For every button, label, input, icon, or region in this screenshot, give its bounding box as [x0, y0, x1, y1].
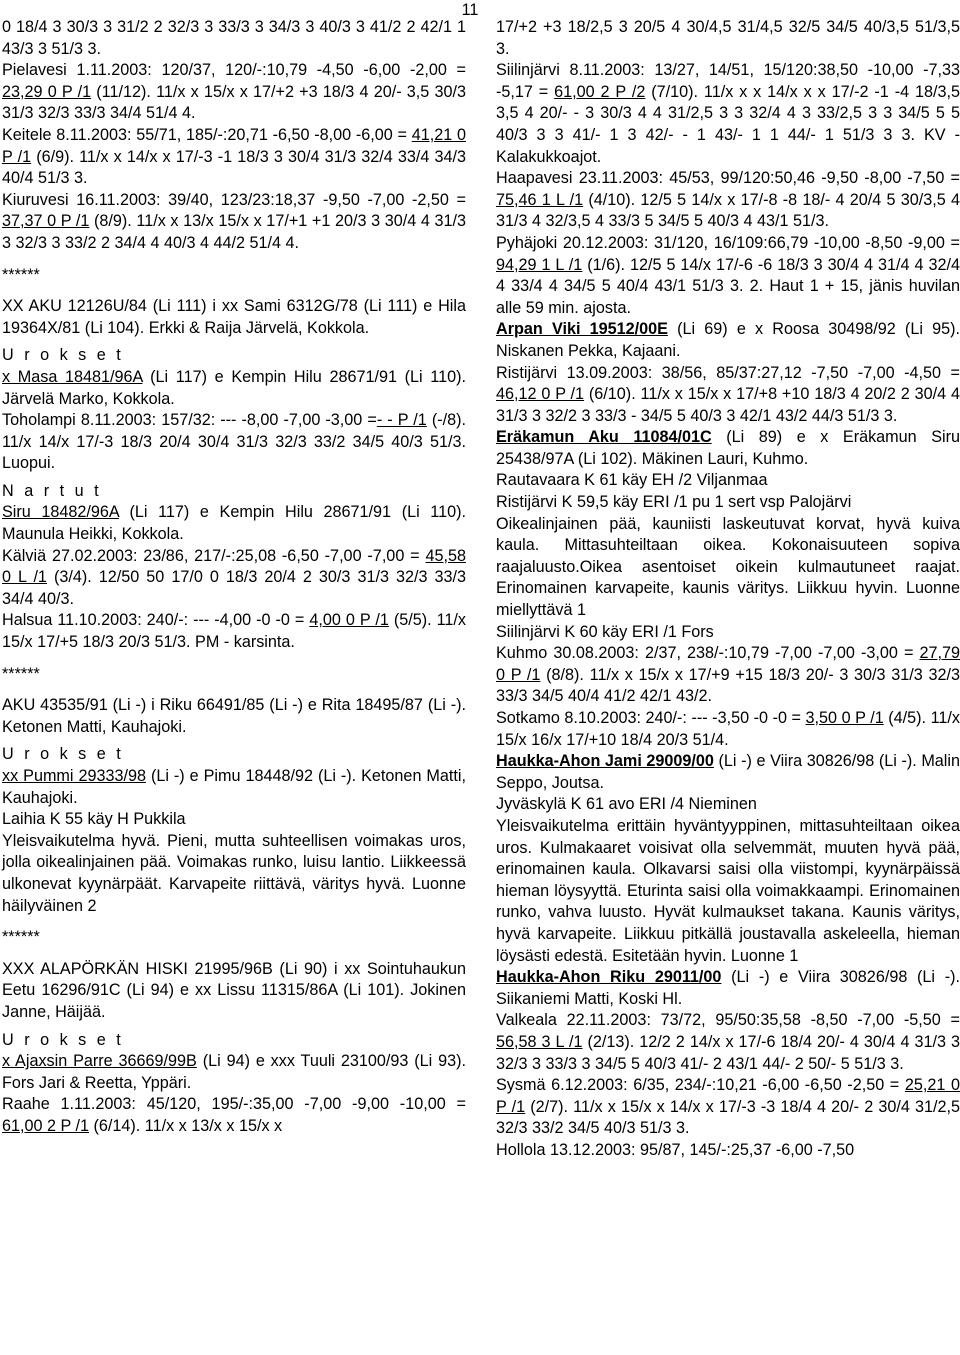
- section-separator: ******: [2, 664, 40, 683]
- litter-heading: XX AKU 12126U/84 (Li 111) i xx Sami 6312G/78 (Li 111) e Hila 19364X/81 (Li 104). Erkki & Raija Järvelä, Kokkola.: [2, 297, 466, 337]
- litter-heading: AKU 43535/91 (Li -) i Riku 66491/85 (Li -) e Rita 18495/87 (Li -). Ketonen Matti, Kauhajoki.: [2, 696, 466, 736]
- result-raahe: Raahe 1.11.2003: 45/120, 195/-:35,00 -7,00 -9,00 -10,00 = 61,00 2 P /1 (6/14). 11/x x 13/x x 15/x x: [2, 1095, 466, 1135]
- right-column: [496, 17, 960, 1161]
- dog-entry-erakamun-aku: Eräkamun Aku 11084/01C (Li 89) e x Eräkamun Siru 25438/97A (Li 102). Mäkinen Lauri, Kuhmo.: [496, 428, 960, 468]
- result-valkeala: Valkeala 22.11.2003: 73/72, 95/50:35,58 -8,50 -7,00 -5,50 = 56,58 3 L /1 (2/13). 12/2 2 14/x x 17/-6 18/4 20/- 4 30/4 4 31/3 3 32/3 3 33/3 3 34/5 5 40/3 41/- 2 43/1 44/- 2 50/- 5 51/3 3.: [496, 1011, 960, 1073]
- section-separator: ******: [2, 928, 40, 947]
- show-result-ristijarvi: Ristijärvi K 59,5 käy ERI /1 pu 1 sert vsp Palojärvi: [496, 493, 852, 512]
- males-heading: U r o k s e t: [2, 346, 124, 365]
- show-result-laihia: Laihia K 55 käy H Pukkila: [2, 810, 186, 829]
- result-kiuruvesi: Kiuruvesi 16.11.2003: 39/40, 123/23:18,37 -9,50 -7,00 -2,50 = 37,37 0 P /1 (8/9). 11/x x 13/x 15/x x 17/+1 +1 20/3 3 30/4 4 31/3 3 32/3 3 33/2 2 34/4 4 40/3 4 44/2 51/4 4.: [2, 190, 466, 252]
- dog-entry-haukka-ahon-jami: Haukka-Ahon Jami 29009/00 (Li -) e Viira 30826/98 (Li -). Malin Seppo, Joutsa.: [496, 752, 960, 792]
- dog-entry-ajaxsin: x Ajaxsin Parre 36669/99B (Li 94) e xxx Tuuli 23100/93 (Li 93). Fors Jari & Reetta, Yppäri.: [2, 1052, 466, 1092]
- dog-entry-haukka-ahon-riku: Haukka-Ahon Riku 29011/00 (Li -) e Viira 30826/98 (Li -). Siikaniemi Matti, Koski Hl.: [496, 968, 960, 1008]
- show-result-rautavaara: Rautavaara K 61 käy EH /2 Viljanmaa: [496, 471, 768, 490]
- dog-entry-pummi: xx Pummi 29333/98 (Li -) e Pimu 18448/92 (Li -). Ketonen Matti, Kauhajoki.: [2, 767, 466, 807]
- dog-entry-siru: Siru 18482/96A (Li 117) e Kempin Hilu 28671/91 (Li 110). Maunula Heikki, Kokkola.: [2, 503, 466, 544]
- left-column: [2, 17, 466, 1138]
- show-result-siilinjarvi: Siilinjärvi K 60 käy ERI /1 Fors: [496, 622, 714, 641]
- result-kuhmo: Kuhmo 30.08.2003: 2/37, 238/-:10,79 -7,00 -7,00 -3,00 = 27,79 0 P /1 (8/8). 11/x x 15/x x 17/+9 +15 18/3 20/- 3 30/3 31/3 32/3 33/3 34/5 40/4 41/2 42/1 43/2.: [496, 644, 960, 706]
- litter-heading: XXX ALAPÖRKÄN HISKI 21995/96B (Li 90) i xx Sointuhaukun Eetu 16296/91C (Li 94) e xx Lissu 11315/86A (Li 101). Jokinen Janne, Häijää.: [2, 959, 466, 1021]
- judge-description: Yleisvaikutelma erittäin hyväntyyppinen, mittasuhteiltaan oikea uros. Kulmakaaret voisivat olla selvemmät, muuten hyvä pää, erinomainen kaula. Olkavarsi saisi olla viistompi, kyynärpäissä hieman löysyyttä. Eturinta saisi olla voimakkaampi. Erinomainen runko, vahva luusto. Hyvät kulmaukset takana. Kaunis väritys, hyvä karvapeite. Liikkuu pitkällä joustavalla askeleella, hieman löysästi edestä. Esitetään hyvin. Luonne 1: [496, 816, 960, 965]
- result-siilinjarvi: Siilinjärvi 8.11.2003: 13/27, 14/51, 15/120:38,50 -10,00 -7,33 -5,17 = 61,00 2 P /2 (7/10). 11/x x x 14/x x x 17/-2 -1 -4 18/3,5 3,5 4 20/- - 3 30/3 4 4 31/2,5 3 3 32/4 4 3 33/2,5 3 3 34/5 5 5 40/3 3 3 41/- 1 3 42/- - 1 43/- 1 1 44/- 1 51/3 3 3. KV - Kalakukkoajot.: [496, 61, 960, 166]
- result-toholampi: Toholampi 8.11.2003: 157/32: --- -8,00 -7,00 -3,00 =- - P /1 (-/8). 11/x 14/x 17/-3 18/3 20/4 30/4 31/3 32/3 33/2 34/5 40/3 51/3. Luopui.: [2, 411, 466, 473]
- result-continuation: 0 18/4 3 30/3 3 31/2 2 32/3 3 33/3 3 34/3 3 40/3 3 41/2 2 42/1 1 43/3 3 51/3 3.: [2, 18, 466, 58]
- result-haapavesi: Haapavesi 23.11.2003: 45/53, 99/120:50,46 -9,50 -8,00 -7,50 = 75,46 1 L /1 (4/10). 12/5 5 14/x x 17/-8 -8 18/- 4 20/4 5 30/3,5 4 31/3 4 32/3,5 4 33/3 5 34/5 5 40/3 4 43/1 51/3.: [496, 169, 960, 231]
- result-pielavesi: Pielavesi 1.11.2003: 120/37, 120/-:10,79 -4,50 -6,00 -2,00 = 23,29 0 P /1 (11/12). 11/x x 15/x x 17/+2 +3 18/3 4 20/- 3,5 30/3 31/3 32/3 33/3 34/4 51/4 4.: [2, 61, 466, 123]
- show-result-jyvaskyla: Jyväskylä K 61 avo ERI /4 Nieminen: [496, 795, 757, 814]
- females-heading: N a r t u t: [2, 481, 102, 500]
- dog-entry-masa: x Masa 18481/96A (Li 117) e Kempin Hilu 28671/91 (Li 110). Järvelä Marko, Kokkola.: [2, 367, 467, 408]
- result-sotkamo: Sotkamo 8.10.2003: 240/-: --- -3,50 -0 -0 = 3,50 0 P /1 (4/5). 11/x 15/x 16/x 17/+10 18/4 20/3 51/4.: [496, 709, 960, 749]
- result-pyhajoki: Pyhäjoki 20.12.2003: 31/120, 16/109:66,79 -10,00 -8,50 -9,00 = 94,29 1 L /1 (1/6). 12/5 5 14/x 17/-6 -6 18/3 3 30/4 4 31/4 4 32/4 4 33/4 4 34/5 5 40/4 43/1 51/3 3. 2. Haut 1 + 15, jänis huvilan alle 59 min. ajosta.: [496, 233, 960, 317]
- section-separator: ******: [2, 265, 40, 284]
- result-hollola: Hollola 13.12.2003: 95/87, 145/-:25,37 -6,00 -7,50: [496, 1140, 855, 1159]
- result-halsua: Halsua 11.10.2003: 240/-: --- -4,00 -0 -0 = 4,00 0 P /1 (5/5). 11/x 15/x 17/+5 18/3 20/3 51/3. PM - karsinta.: [2, 611, 467, 652]
- dog-entry-arpan-viki: Arpan Viki 19512/00E (Li 69) e x Roosa 30498/92 (Li 95). Niskanen Pekka, Kajaani.: [496, 320, 960, 360]
- result-ristijarvi: Ristijärvi 13.09.2003: 38/56, 85/37:27,12 -7,50 -7,00 -4,50 = 46,12 0 P /1 (6/10). 11/x x 15/x x 17/+8 +10 18/3 4 20/2 2 30/4 4 31/3 3 32/2 3 33/3 - 34/5 5 40/3 3 42/1 43/2 44/3 51/3 3.: [496, 363, 960, 425]
- result-sysma: Sysmä 6.12.2003: 6/35, 234/-:10,21 -6,00 -6,50 -2,50 = 25,21 0 P /1 (2/7). 11/x x 15/x x 14/x x 17/-3 -3 18/4 4 20/- 2 30/4 31/2,5 32/3 33/2 34/5 40/3 51/3 3.: [496, 1076, 960, 1138]
- judge-description: Yleisvaikutelma hyvä. Pieni, mutta suhteellisen voimakas uros, jolla oikealinjainen pää. Voimakas runko, luisu lantio. Liikkeessä ulkonevat kyynärpäät. Karvapeite riittävä, väritys hyvä. Luonne häilyväinen 2: [2, 831, 466, 915]
- males-heading: U r o k s e t: [2, 1030, 124, 1049]
- result-kalvia: Kälviä 27.02.2003: 23/86, 217/-:25,08 -6,50 -7,00 -7,00 = 45,58 0 L /1 (3/4). 12/50 50 17/0 0 18/3 20/4 2 30/3 31/3 32/3 33/3 34/4 40/3.: [2, 546, 467, 608]
- result-continuation: 17/+2 +3 18/2,5 3 20/5 4 30/4,5 31/4,5 32/5 34/5 40/3,5 51/3,5 3.: [496, 18, 960, 58]
- result-keitele: Keitele 8.11.2003: 55/71, 185/-:20,71 -6,50 -8,00 -6,00 = 41,21 0 P /1 (6/9). 11/x x 14/x x 17/-3 -1 18/3 3 30/4 31/3 32/4 33/4 34/3 40/4 51/3 3.: [2, 125, 466, 188]
- page-number: 11: [461, 1, 479, 19]
- judge-description: Oikealinjainen pää, kauniisti laskeutuvat korvat, hyvä kuiva kaula. Mittasuhteiltaan oikea. Kokonaisuuteen sopiva raajaluusto.Oikea asentoiset oikein kulmautuneet raajat. Erinomainen karvapeite, kaunis väritys. Liikkuu hyvin. Luonne miellyttävä 1: [496, 514, 960, 620]
- males-heading: U r o k s e t: [2, 745, 124, 764]
